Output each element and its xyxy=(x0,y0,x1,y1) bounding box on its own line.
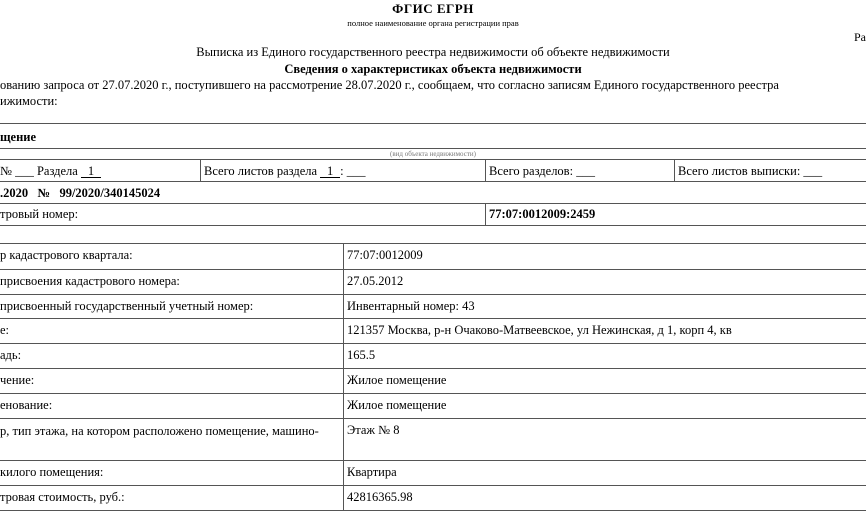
page-label: Ра xyxy=(854,30,866,44)
sheet-prefix: № xyxy=(0,164,12,178)
table-row-value: Жилое помещение xyxy=(347,398,447,412)
table-row-value: 121357 Москва, р-н Очаково-Матвеевское, ул Нежинская, д 1, корп 4, кв xyxy=(347,323,732,337)
divider xyxy=(0,148,866,149)
table-column-divider xyxy=(343,294,344,318)
section-sheets-label: Всего листов раздела xyxy=(204,164,318,178)
total-sections xyxy=(489,164,595,179)
total-sections-blank: ___ xyxy=(576,164,595,178)
total-sheets xyxy=(678,164,822,179)
object-type: щение xyxy=(0,130,37,144)
header-subtitle: полное наименование органа регистрации прав xyxy=(347,18,519,28)
table-bottom-border xyxy=(0,510,866,511)
cadastral-number-label: тровый номер: xyxy=(0,207,79,221)
table-row-label: присвоения кадастрового номера: xyxy=(0,274,180,288)
total-sections-label: Всего разделов: xyxy=(489,164,574,178)
section-sheets-blank: ___ xyxy=(346,164,366,178)
table-column-divider xyxy=(343,460,344,485)
divider xyxy=(0,203,866,204)
sheet-number-blank: ___ xyxy=(15,164,34,178)
table-row-divider xyxy=(0,318,866,319)
section-sheets-suffix: : xyxy=(340,164,344,178)
table-row-label: тровая стоимость, руб.: xyxy=(0,490,125,504)
table-row-label: килого помещения: xyxy=(0,465,104,479)
table-row-divider xyxy=(0,485,866,486)
section-sheets-value: 1 xyxy=(320,165,340,178)
document-subtitle: Сведения о характеристиках объекта недвижимости xyxy=(284,62,582,76)
table-row-value: 165.5 xyxy=(347,348,376,362)
table-row-value: Этаж № 8 xyxy=(347,423,400,437)
registration-line xyxy=(0,186,160,201)
registration-number: 99/2020/340145024 xyxy=(59,186,161,200)
table-row-value: Квартира xyxy=(347,465,397,479)
table-row-divider xyxy=(0,393,866,394)
divider xyxy=(674,159,675,181)
table-row-value: Жилое помещение xyxy=(347,373,447,387)
table-row-value: 42816365.98 xyxy=(347,490,413,504)
table-row-label: р кадастрового квартала: xyxy=(0,248,133,262)
document-title: Выписка из Единого государственного реестра недвижимости об объекте недвижимости xyxy=(196,45,670,59)
divider xyxy=(0,159,866,160)
table-row-label: чение: xyxy=(0,373,35,387)
divider xyxy=(0,181,866,182)
table-column-divider xyxy=(343,368,344,393)
divider xyxy=(485,203,486,225)
table-row-divider xyxy=(0,243,866,244)
table-row-divider xyxy=(0,294,866,295)
table-row-value: Инвентарный номер: 43 xyxy=(347,299,475,313)
divider xyxy=(485,159,486,181)
divider xyxy=(0,225,866,226)
section-value: 1 xyxy=(81,165,101,178)
table-row-value: 27.05.2012 xyxy=(347,274,404,288)
sheet-number xyxy=(0,164,101,179)
table-row-label: енование: xyxy=(0,398,53,412)
intro-text-line-2: ижимости: xyxy=(0,94,58,108)
table-row-divider xyxy=(0,418,866,419)
table-column-divider xyxy=(343,393,344,418)
registration-date: .2020 xyxy=(0,186,29,200)
table-row-divider xyxy=(0,343,866,344)
cadastral-number-value: 77:07:0012009:2459 xyxy=(489,207,596,221)
table-column-divider xyxy=(343,343,344,368)
table-row-divider xyxy=(0,460,866,461)
total-sheets-label: Всего листов выписки: xyxy=(678,164,801,178)
table-row-value: 77:07:0012009 xyxy=(347,248,423,262)
intro-text-line-1: ованию запроса от 27.07.2020 г., поступившего на рассмотрение 28.07.2020 г., сообщаем, что согласно записям Единого государственного реестра xyxy=(0,78,779,92)
table-row-label: р, тип этажа, на котором расположено помещение, машино- xyxy=(0,424,319,438)
section-sheets xyxy=(204,164,366,179)
table-row-label: е: xyxy=(0,323,10,337)
table-row-divider xyxy=(0,368,866,369)
table-column-divider xyxy=(343,269,344,294)
divider xyxy=(200,159,201,181)
table-column-divider xyxy=(343,243,344,269)
divider xyxy=(0,123,866,124)
registration-number-label: № xyxy=(37,186,51,200)
table-column-divider xyxy=(343,318,344,343)
header-title: ФГИС ЕГРН xyxy=(392,1,474,16)
table-row-divider xyxy=(0,269,866,270)
total-sheets-blank: ___ xyxy=(803,164,823,178)
table-column-divider xyxy=(343,485,344,510)
table-row-label: присвоенный государственный учетный номер: xyxy=(0,299,254,313)
section-label: Раздела xyxy=(36,164,78,178)
object-type-caption: (вид объекта недвижимости) xyxy=(390,150,476,158)
table-row-label: адь: xyxy=(0,348,22,362)
